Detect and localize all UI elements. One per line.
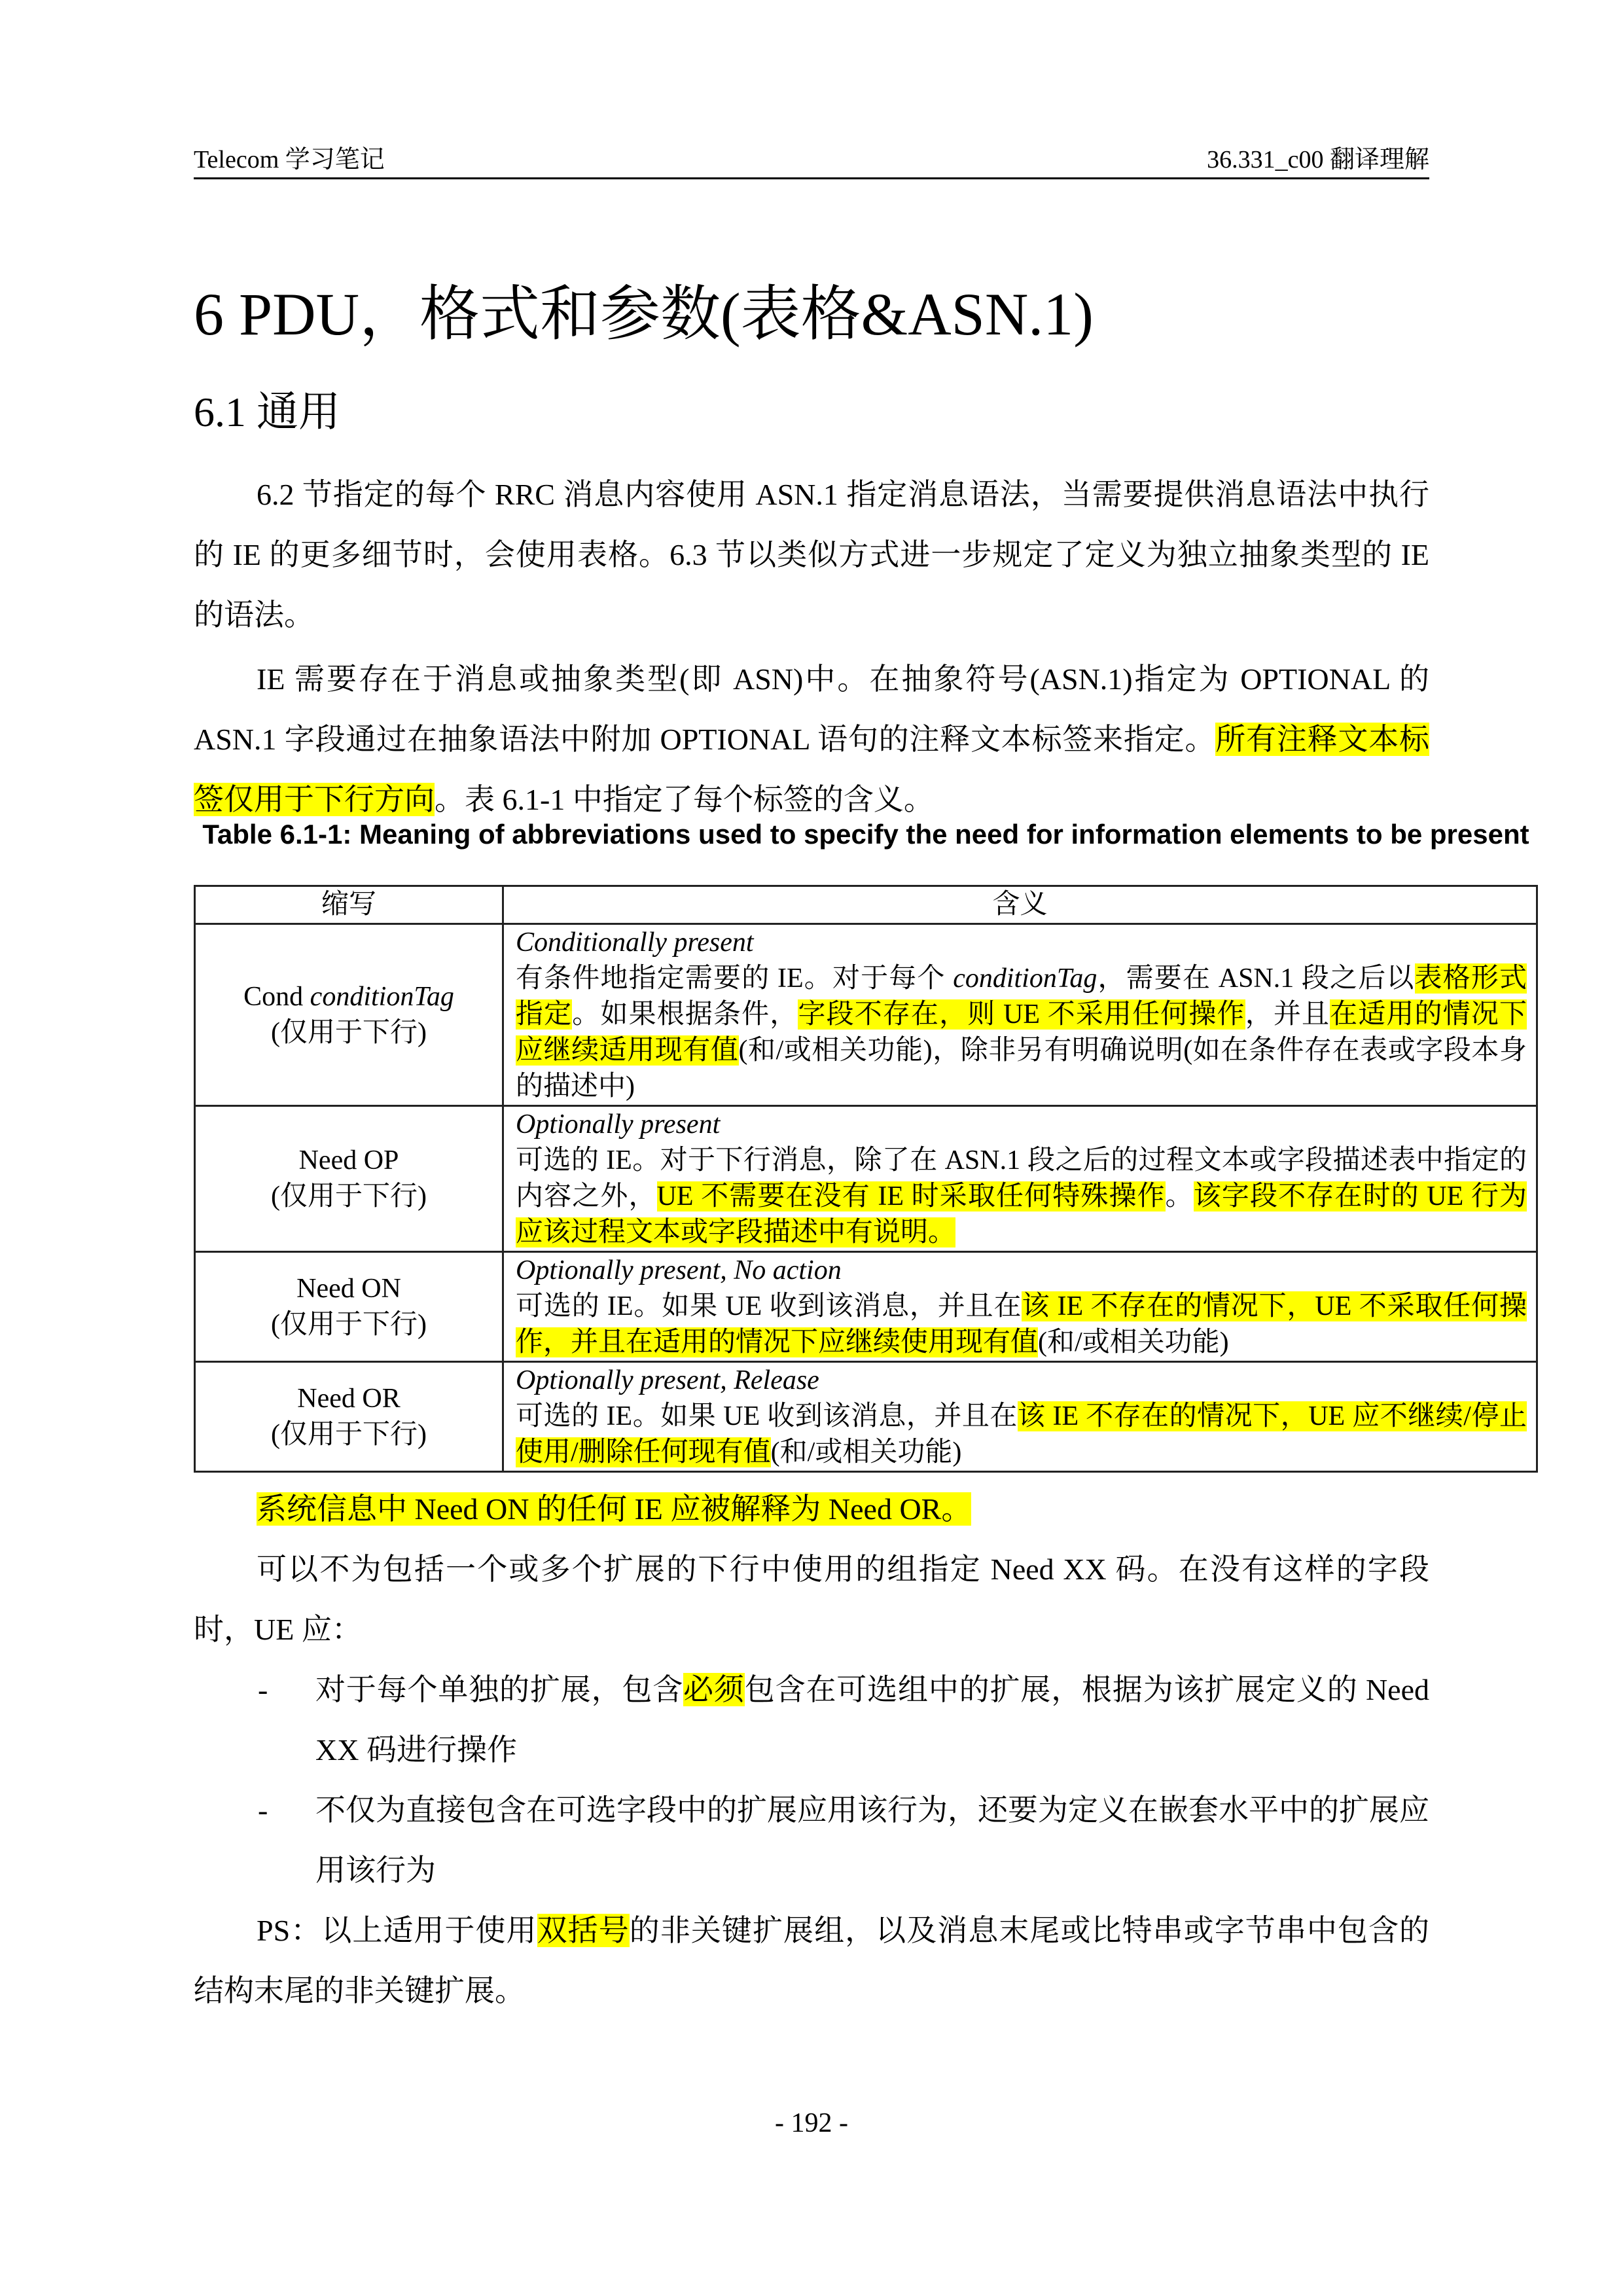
meaning-text: 可选的 IE。如果 UE 收到该消息，并且在 (516, 1291, 1022, 1321)
column-header-abbr: 缩写 (195, 886, 503, 924)
highlighted-text: 所有注释文本标签仅用于下行方向 (194, 723, 1430, 816)
highlighted-text: 该 IE 不存在的情况下，UE 不采取任何操作，并且在适用的情况下应继续使用现有值 (516, 1291, 1527, 1357)
abbreviation-table (194, 885, 1538, 1473)
meaning-title: Optionally present, Release (516, 1365, 819, 1395)
meaning-cell (503, 924, 1537, 1106)
meaning-text: (和/或相关功能) (770, 1437, 962, 1467)
paragraph-text: 的非关键扩展组，以及消息末尾或比特串或字节串中包含的结构末尾的非关键扩展。 (194, 1914, 1430, 2007)
abbr-text: Cond (243, 981, 310, 1012)
bullet-dash-icon: - (258, 1673, 268, 1706)
meaning-title: Conditionally present (516, 927, 754, 958)
bullet-text-part: 不仅为直接包含在可选字段中的扩展应用该行为，还要为定义在嵌套水平中的扩展应用该行为 (315, 1793, 1429, 1887)
abbr-text: Need OR (297, 1383, 401, 1414)
table-row (195, 1362, 1537, 1472)
meaning-text: 有条件地指定需要的 IE。对于每个 (516, 963, 954, 994)
highlighted-text: 字段不存在，则 UE 不采用任何操作 (798, 999, 1245, 1030)
page-header (194, 131, 1429, 179)
paragraph-text: PS：以上适用于使用 (257, 1914, 537, 1947)
paragraph-text: 可以不为包括一个或多个扩展的下行中使用的组指定 Need XX 码。在没有这样的字段时，UE 应： (194, 1552, 1429, 1646)
bullet-text-part: 对于每个单独的扩展，包含 (315, 1673, 684, 1706)
highlighted-text: 必须 (683, 1673, 745, 1706)
highlighted-text: 双括号 (537, 1914, 630, 1947)
section-heading: 6.1 通用 (194, 389, 340, 435)
meaning-cell (503, 1362, 1537, 1472)
meaning-text: ，需要在 ASN.1 段之后以 (1097, 963, 1415, 994)
meaning-text: 可选的 IE。如果 UE 收到该消息，并且在 (516, 1401, 1018, 1431)
header-rule (194, 177, 1429, 179)
meaning-title: Optionally present (516, 1109, 721, 1139)
bullet-text (315, 1660, 1429, 1780)
paragraph-need-xx (194, 1539, 1429, 1660)
highlighted-text: 系统信息中 Need ON 的任何 IE 应被解释为 Need OR。 (257, 1492, 972, 1526)
meaning-cell (503, 1252, 1537, 1362)
highlighted-text: 表格形式指定 (516, 963, 1527, 1030)
chapter-heading: 6 PDU，格式和参数(表格&ASN.1) (194, 281, 1094, 348)
bullet-dash-icon: - (258, 1793, 268, 1827)
table-caption: Table 6.1-1: Meaning of abbreviations used to specify the need for information elements to be present (202, 819, 1529, 850)
paragraph-intro (194, 465, 1429, 645)
paragraph-text: 。表 6.1-1 中指定了每个标签的含义。 (435, 783, 934, 816)
meaning-text: 。 (1165, 1181, 1194, 1211)
meaning-title: Optionally present, No action (516, 1255, 842, 1285)
highlighted-text: UE 不需要在没有 IE 时采取任何特殊操作 (656, 1181, 1166, 1211)
header-left-title: Telecom 学习笔记 (194, 146, 385, 173)
abbr-cell (195, 1362, 503, 1472)
highlighted-text: 在适用的情况下应继续适用现有值 (516, 999, 1527, 1066)
table-row (195, 924, 1537, 1106)
abbr-text: Need OP (298, 1145, 399, 1175)
paragraph-text: IE 需要存在于消息或抽象类型(即 ASN)中。在抽象符号(ASN.1)指定为 OPTIONAL 的 ASN.1 字段通过在抽象语法中附加 OPTIONAL 语句的注释文本标签来指定。 (194, 662, 1429, 756)
bullet-item-2 (194, 1780, 1429, 1901)
header-right-title: 36.331_c00 翻译理解 (1207, 146, 1429, 173)
meaning-text: 。如果根据条件， (572, 999, 798, 1030)
meaning-text: (和/或相关功能)，除非另有明确说明(如在条件存在表或字段本身的描述中) (516, 1035, 1527, 1102)
highlighted-text: 该字段不存在时的 UE 行为应该过程文本或字段描述中有说明。 (516, 1181, 1527, 1247)
bullet-item-1 (194, 1660, 1429, 1780)
abbr-note: (仅用于下行) (271, 1419, 427, 1450)
paragraph-optional (194, 649, 1429, 830)
system-info-note (257, 1479, 1429, 1539)
abbr-cell (195, 924, 503, 1106)
table-row (195, 1106, 1537, 1252)
abbr-note: (仅用于下行) (271, 1017, 427, 1048)
meaning-cell (503, 1106, 1537, 1252)
abbr-cell (195, 1106, 503, 1252)
bullet-text (315, 1780, 1429, 1901)
table-row (195, 1252, 1537, 1362)
abbr-italic-text: conditionTag (310, 981, 454, 1012)
meaning-italic-text: conditionTag (953, 963, 1097, 994)
abbr-note: (仅用于下行) (271, 1181, 427, 1211)
meaning-text: 可选的 IE。对于下行消息，除了在 ASN.1 段之后的过程文本或字段描述表中指定的内容之外， (516, 1145, 1527, 1211)
table-header-row (195, 886, 1537, 924)
meaning-text: (和/或相关功能) (1038, 1327, 1229, 1357)
abbr-text: Need ON (296, 1273, 401, 1304)
paragraph-text: 6.2 节指定的每个 RRC 消息内容使用 ASN.1 指定消息语法，当需要提供消息语法中执行的 IE 的更多细节时，会使用表格。6.3 节以类似方式进一步规定了定义为独立抽象类型的 IE 的语法。 (194, 478, 1429, 632)
abbr-note: (仅用于下行) (271, 1309, 427, 1340)
column-header-meaning: 含义 (503, 886, 1537, 924)
abbr-cell (195, 1252, 503, 1362)
page-number: - 192 - (775, 2108, 848, 2138)
paragraph-ps (194, 1901, 1429, 2021)
meaning-text: ，并且 (1245, 999, 1330, 1030)
bullet-text-part: 包含在可选组中的扩展，根据为该扩展定义的 Need XX 码进行操作 (315, 1673, 1429, 1767)
highlighted-text: 该 IE 不存在的情况下，UE 应不继续/停止使用/删除任何现有值 (516, 1401, 1527, 1467)
